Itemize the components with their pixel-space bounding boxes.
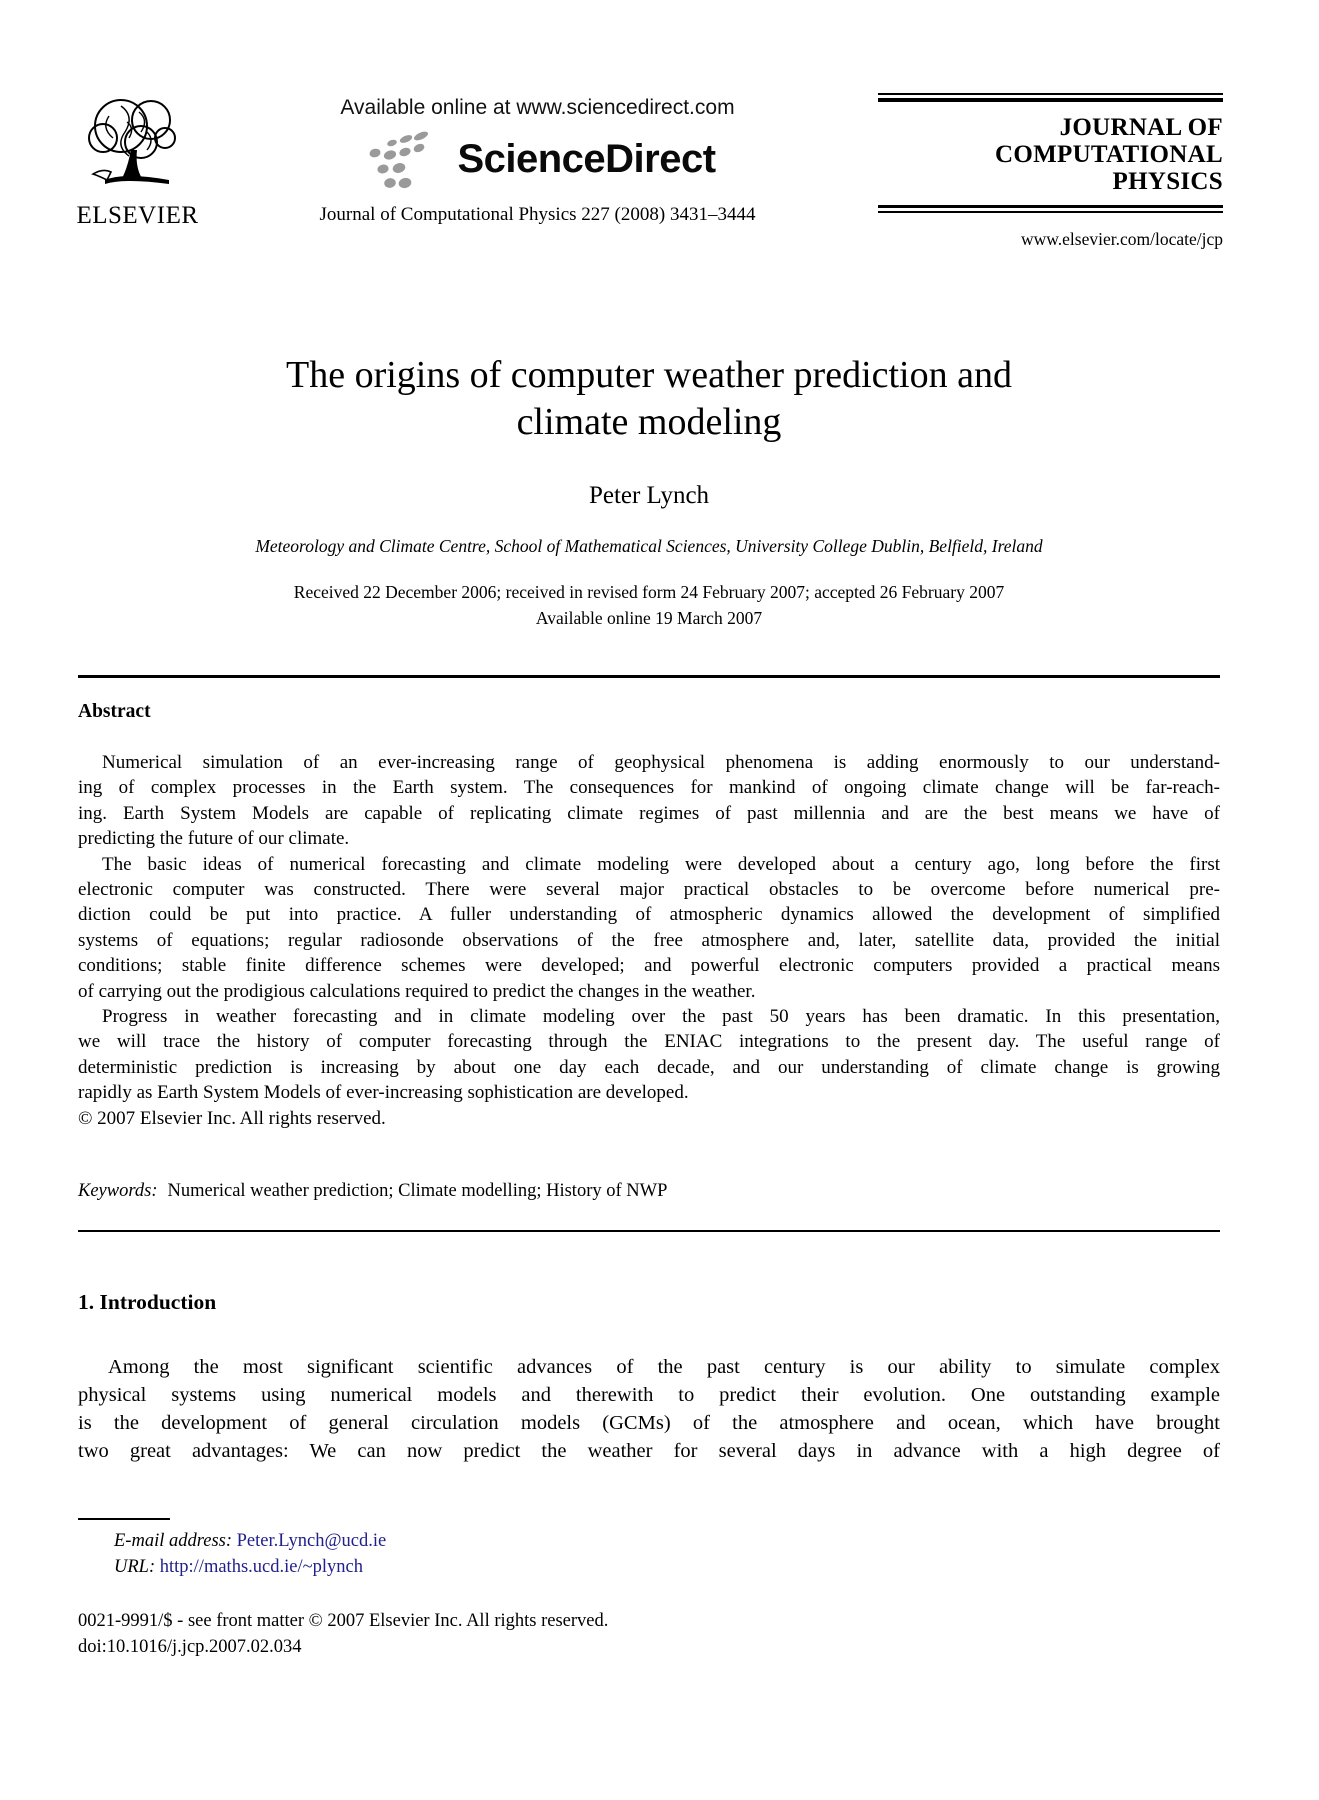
text-line: we will trace the history of computer forecasting through the ENIAC integrations to the present day. The useful range of — [78, 1031, 1220, 1053]
footer-block — [78, 1608, 1220, 1660]
text-line: of carrying out the prodigious calculations required to predict the changes in the weather. — [78, 980, 756, 1002]
copyright-line: © 2007 Elsevier Inc. All rights reserved. — [78, 1107, 386, 1129]
elsevier-wordmark: ELSEVIER — [76, 202, 199, 229]
text-line: predicting the future of our climate. — [78, 828, 350, 850]
article-history — [78, 579, 1220, 631]
doi-line: doi:10.1016/j.jcp.2007.02.034 — [78, 1637, 302, 1657]
text-line: ing of complex processes in the Earth system. The consequences for mankind of ongoing climate change will be far-reach- — [78, 777, 1220, 799]
keywords-text: Numerical weather prediction; Climate modelling; History of NWP — [167, 1181, 668, 1202]
keywords-line — [78, 1181, 1220, 1202]
abstract-paragraph — [78, 750, 1220, 852]
keywords-label: Keywords: — [78, 1181, 158, 1202]
author-name: Peter Lynch — [588, 482, 710, 509]
footnote-rule — [78, 1518, 170, 1520]
abstract-body — [78, 750, 1220, 1131]
masthead-top-rule — [878, 93, 1223, 102]
text-line: two great advantages: We can now predict the weather for several days in advance with a high degree of — [78, 1439, 1220, 1462]
front-matter-line: 0021-9991/$ - see front matter © 2007 Elsevier Inc. All rights reserved. — [78, 1611, 609, 1631]
url-line — [78, 1554, 1220, 1580]
email-link[interactable]: Peter.Lynch@ucd.ie — [236, 1530, 387, 1551]
text-line: Progress in weather forecasting and in climate modeling over the past 50 years has been dramatic. In this presentation, — [102, 1006, 1220, 1028]
text-line: diction could be put into practice. A fuller understanding of atmospheric dynamics allowed the development of simplified — [78, 904, 1220, 926]
masthead-bottom-rule — [878, 205, 1223, 214]
available-online-line: Available online 19 March 2007 — [535, 608, 763, 628]
text-line: is the development of general circulation models (GCMs) of the atmosphere and ocean, which have brought — [78, 1411, 1220, 1434]
text-line: The basic ideas of numerical forecasting and climate modeling were developed about a century ago, long before the first — [102, 853, 1220, 875]
text-line: Among the most significant scientific advances of the past century is our ability to simulate complex — [108, 1355, 1220, 1378]
homepage-link[interactable]: http://maths.ucd.ie/~plynch — [159, 1556, 363, 1577]
journal-name-line: COMPUTATIONAL — [995, 140, 1223, 168]
text-line: systems of equations; regular radiosonde observations of the free atmosphere and, later, satellite data, provided the initial — [78, 929, 1220, 951]
email-line — [78, 1528, 1220, 1554]
journal-masthead — [878, 93, 1223, 250]
journal-citation: Journal of Computational Physics 227 (2008) 3431–3444 — [319, 204, 756, 225]
sciencedirect-wordmark: ScienceDirect — [457, 136, 716, 181]
text-line: Numerical simulation of an ever-increasing range of geophysical phenomena is adding enormously to our understand- — [102, 752, 1220, 773]
abstract-heading: Abstract — [78, 701, 151, 722]
abstract-top-rule — [78, 675, 1220, 678]
footnote-block — [78, 1518, 1220, 1580]
journal-locate-url: www.elsevier.com/locate/jcp — [1021, 229, 1223, 249]
article-column — [78, 352, 1220, 1465]
text-line: conditions; stable finite difference schemes were developed; and powerful electronic computers provided a practical means — [78, 955, 1220, 977]
abstract-paragraph — [78, 852, 1220, 1004]
received-line: Received 22 December 2006; received in revised form 24 February 2007; accepted 26 February 2007 — [293, 582, 1005, 602]
abstract-paragraph — [78, 1004, 1220, 1106]
section-body — [78, 1353, 1220, 1465]
title-line: climate modeling — [516, 401, 782, 443]
article-title — [78, 352, 1220, 446]
author-affiliation: Meteorology and Climate Centre, School of Mathematical Sciences, University College Dublin, Belfield, Ireland — [255, 536, 1043, 556]
text-line: physical systems using numerical models and therewith to predict their evolution. One outstanding example — [78, 1383, 1220, 1406]
body-paragraph — [78, 1353, 1220, 1465]
sciencedirect-swoosh-icon — [359, 128, 451, 190]
url-label: URL: — [114, 1556, 156, 1577]
elsevier-tree-icon — [75, 92, 200, 200]
journal-name-line: PHYSICS — [1112, 167, 1223, 195]
abstract-bottom-rule — [78, 1230, 1220, 1232]
title-line: The origins of computer weather prediction and — [286, 354, 1012, 396]
available-online-text: Available online at www.sciencedirect.com — [340, 96, 735, 119]
header-center — [295, 96, 780, 226]
text-line: electronic computer was constructed. There were several major practical obstacles to be overcome before numerical pre- — [78, 879, 1220, 901]
journal-name-line: JOURNAL OF — [1059, 113, 1223, 141]
email-label: E-mail address: — [114, 1530, 233, 1551]
section-heading: 1. Introduction — [78, 1289, 217, 1314]
text-line: deterministic prediction is increasing by about one day each decade, and our understanding of climate change is growing — [78, 1056, 1220, 1078]
elsevier-logo-block — [75, 92, 200, 230]
text-line: rapidly as Earth System Models of ever-increasing sophistication are developed. — [78, 1082, 689, 1104]
text-line: ing. Earth System Models are capable of replicating climate regimes of past millennia and are the best means we have of — [78, 802, 1220, 824]
